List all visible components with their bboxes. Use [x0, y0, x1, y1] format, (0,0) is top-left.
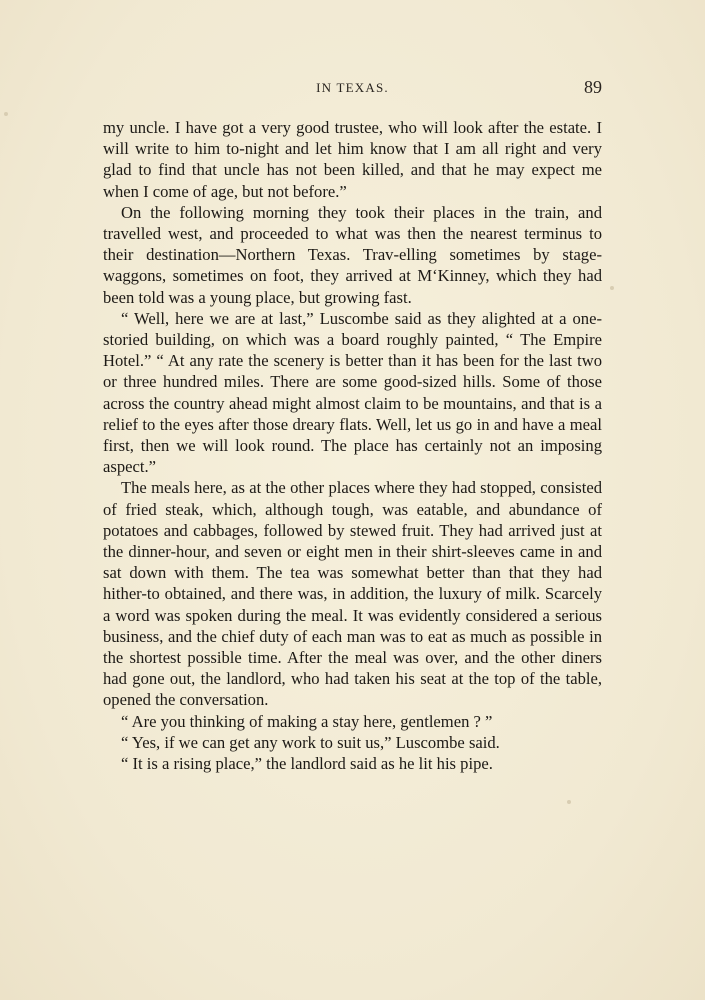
page-number: 89	[584, 77, 602, 97]
paragraph: “ Yes, if we can get any work to suit us,” Luscombe said.	[121, 732, 500, 752]
paper-speck	[610, 286, 614, 290]
paragraph: my uncle. I have got a very good trustee, who will look after the estate. I will write to him to-night and let him know that I am all right and very glad to find that uncle has not been killed, and that he may expect me when I come of age, but not before.”	[103, 118, 602, 201]
paper-speck	[4, 112, 8, 116]
paragraph: On the following morning they took their places in the train, and travelled west, and proceeded to what was then the nearest terminus to their destination—Northern Texas. Trav-elling sometimes by stage-waggons, sometimes on foot, they arrived at M‘Kinney, which they had been told was a young place, but growing fast.	[103, 202, 602, 307]
running-head: IN TEXAS.	[316, 80, 389, 95]
paragraph: “ Well, here we are at last,” Luscombe said as they alighted at a one-storied building, on which was a board roughly painted, “ The Empire Hotel.” “ At any rate the scenery is better than it has been for the last two or three hundred miles. There are some good-sized hills. Some of those across the country ahead might almost claim to be mountains, and that is a relief to the eyes after those dreary flats. Well, let us go in and have a meal first, then we will look round. The place has certainly not an imposing aspect.”	[103, 308, 602, 477]
paragraph: “ It is a rising place,” the landlord said as he lit his pipe.	[121, 754, 493, 774]
paragraph: “ Are you thinking of making a stay here, gentlemen ? ”	[121, 711, 493, 731]
paragraph: The meals here, as at the other places where they had stopped, consisted of fried steak, which, although tough, was eatable, and abundance of potatoes and cabbages, followed by stewed fruit. They had arrived just at the dinner-hour, and seven or eight men in their shirt-sleeves came in and sat down with them. The tea was somewhat better than that they had hither-to obtained, and there was, in addition, the luxury of milk. Scarcely a word was spoken during the meal. It was evidently considered a serious business, and the chief duty of each man was to eat as much as possible in the shortest possible time. After the meal was over, and the other diners had gone out, the landlord, who had taken his seat at the top of the table, opened the conversation.	[103, 478, 602, 710]
paper-speck	[567, 800, 571, 804]
page-header	[103, 77, 602, 104]
body-text	[103, 117, 602, 774]
